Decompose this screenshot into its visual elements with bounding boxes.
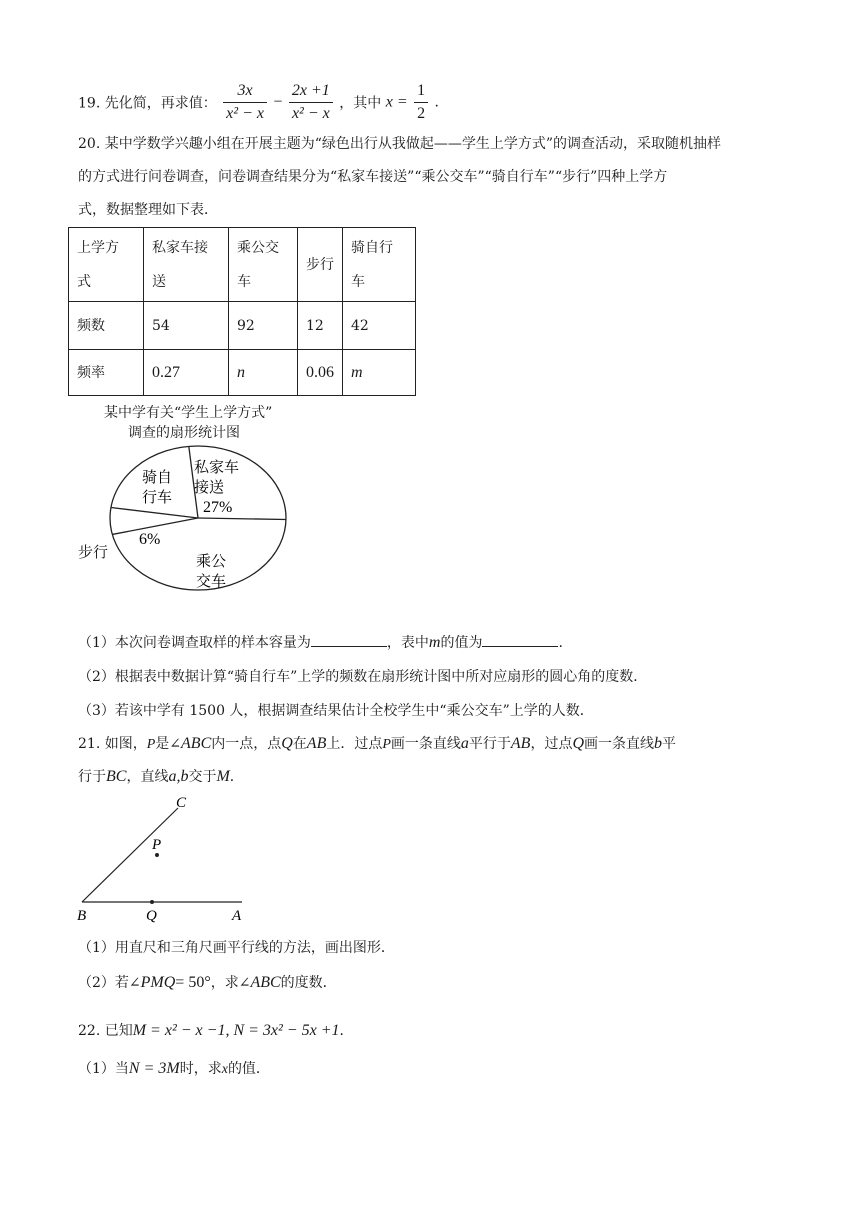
var-ABC: ABC — [181, 735, 212, 752]
q20-sub3: （3）若该中学有 1500 人，根据调查结果估计全校学生中“乘公交车”上学的人数． — [78, 703, 594, 719]
slice-value-private: 27% — [203, 499, 233, 516]
q21-sub1: （1）用直尺和三角尺画平行线的方法，画出图形． — [78, 940, 395, 956]
slice-label-bus-b: 交车 — [196, 572, 227, 590]
table-cell: 0.27 — [144, 350, 229, 396]
q20-sub1-text: （1）本次问卷调查取样的样本容量为 — [78, 635, 311, 651]
var-AB: AB — [510, 735, 531, 752]
table-header-cell: 骑自行 车 — [343, 228, 416, 302]
label-B: B — [77, 908, 87, 924]
t: 画一条直线 — [584, 736, 655, 752]
table-cell: 频数 — [69, 302, 144, 350]
slice-label-bus-a: 乘公 — [196, 552, 227, 570]
label-P: P — [152, 837, 162, 853]
t: 是∠ — [155, 736, 182, 752]
table-cell: n — [229, 350, 298, 396]
q20-sub1-var: m — [428, 634, 441, 651]
t: ，过点 — [530, 736, 573, 752]
var-BC: BC — [106, 768, 127, 785]
answer-blank[interactable] — [311, 632, 387, 647]
q21-line-2 — [78, 766, 244, 786]
slice-label-bike-b: 行车 — [142, 488, 173, 506]
label-A: A — [232, 908, 242, 924]
var-Q: Q — [572, 735, 585, 752]
q19-x-eq: x = — [385, 93, 408, 111]
pie-chart — [70, 440, 310, 600]
point-P — [155, 853, 159, 857]
q20-sub1 — [78, 632, 563, 652]
var-a: a — [460, 735, 469, 752]
table-cell: 54 — [144, 302, 229, 350]
t: 内一点，点 — [211, 736, 282, 752]
var-M: M — [216, 768, 230, 785]
q19-minus: − — [273, 93, 283, 111]
t: 的值． — [227, 1061, 270, 1077]
var-P: P — [382, 737, 391, 752]
var-ab: a,b — [168, 768, 189, 785]
table-header-cell: 上学方 式 — [69, 228, 144, 302]
q20-sub1-dot: . — [558, 635, 563, 651]
table-cell: 频率 — [69, 350, 144, 396]
t: 平 — [662, 736, 677, 752]
t: 在 — [292, 736, 307, 752]
q22-expression: M = x² − x −1, N = 3x² − 5x +1 — [132, 1022, 340, 1039]
t: 行于 — [78, 769, 106, 785]
q20-sub1-end: 的值为 — [440, 635, 483, 651]
q21-sub2 — [78, 972, 337, 992]
table-cell: 12 — [298, 302, 343, 350]
q22-condition: N = 3M — [128, 1060, 180, 1077]
t: 的度数． — [280, 975, 337, 991]
table-cell: m — [343, 350, 416, 396]
slice-label-private-a: 私家车 — [194, 458, 240, 476]
q19-line — [78, 82, 439, 123]
slice-value-walk: 6% — [139, 531, 161, 548]
pie-chart-title: 某中学有关“学生上学方式” — [104, 405, 273, 421]
q22-sub1 — [78, 1058, 270, 1078]
table-row — [69, 350, 416, 396]
var-x: x — [221, 1062, 228, 1077]
pie-chart-subtitle: 调查的扇形统计图 — [128, 425, 240, 441]
label-C: C — [176, 795, 187, 811]
var-Q: Q — [281, 735, 293, 752]
q19-half — [414, 82, 428, 123]
angle-value: = 50° — [175, 974, 211, 991]
segment-BC — [82, 808, 178, 902]
q19-where: ，其中 — [339, 95, 382, 112]
q20-sub1-mid: ，表中 — [386, 635, 429, 651]
slice-label-bike-a: 骑自 — [142, 468, 173, 486]
var-PMQ: PMQ — [140, 974, 176, 991]
t: （2）若∠ — [78, 975, 141, 991]
table-header-cell: 私家车接 送 — [144, 228, 229, 302]
table-row — [69, 228, 416, 302]
t: ． — [339, 1023, 354, 1039]
table-cell: 92 — [229, 302, 298, 350]
q19-frac1-den: x² − x — [226, 105, 264, 122]
q19-half-den: 2 — [417, 105, 426, 122]
q20-line-2: 的方式进行问卷调查，问卷调查结果分为“私家车接送”“乘公交车”“骑自行车”“步行”四种上学方 — [78, 169, 668, 185]
t: 交于 — [188, 769, 217, 785]
t: （1）当 — [78, 1061, 129, 1077]
answer-blank[interactable] — [482, 632, 558, 647]
q19-fraction-1 — [223, 82, 267, 123]
q22-line-1 — [78, 1020, 354, 1040]
table-cell: 42 — [343, 302, 416, 350]
t: ． — [229, 769, 244, 785]
table-row — [69, 302, 416, 350]
q19-end: . — [434, 94, 439, 111]
table-cell: 0.06 — [298, 350, 343, 396]
t: 平行于 — [468, 736, 511, 752]
t: 时，求 — [179, 1061, 222, 1077]
q20-line-3: 式，数据整理如下表． — [78, 202, 218, 218]
q20-sub2: （2）根据表中数据计算“骑自行车”上学的频数在扇形统计图中所对应扇形的圆心角的度数． — [78, 669, 648, 685]
label-Q: Q — [146, 908, 157, 924]
var-AB: AB — [306, 735, 327, 752]
table-header-cell: 步行 — [298, 228, 343, 302]
q19-frac1-num: 3x — [223, 82, 267, 103]
point-Q — [150, 900, 154, 904]
t: 画一条直线 — [390, 736, 461, 752]
q21-line-1 — [78, 733, 676, 753]
slice-label-private-b: 接送 — [194, 478, 225, 496]
table-header-cell: 乘公交 车 — [229, 228, 298, 302]
var-b: b — [654, 735, 663, 752]
q19-prefix: 19. 先化简，再求值： — [78, 95, 217, 112]
t: 上．过点 — [326, 736, 383, 752]
t: 22. 已知 — [78, 1023, 133, 1039]
q19-frac2-num: 2x +1 — [289, 82, 333, 103]
q19-frac2-den: x² − x — [291, 105, 330, 122]
q19-half-num: 1 — [414, 82, 428, 103]
t: 21. 如图， — [78, 736, 147, 752]
q20-data-table — [68, 227, 416, 396]
q20-line-1: 20. 某中学数学兴趣小组在开展主题为“绿色出行从我做起——学生上学方式”的调查活动，采取随机抽样 — [78, 136, 722, 152]
t: ，直线 — [126, 769, 169, 785]
q21-geometry-figure — [70, 790, 260, 925]
q19-fraction-2 — [289, 82, 333, 123]
t: ，求∠ — [210, 975, 251, 991]
var-P: P — [146, 737, 156, 752]
var-ABC: ABC — [250, 974, 281, 991]
slice-label-walk: 步行 — [78, 543, 109, 561]
